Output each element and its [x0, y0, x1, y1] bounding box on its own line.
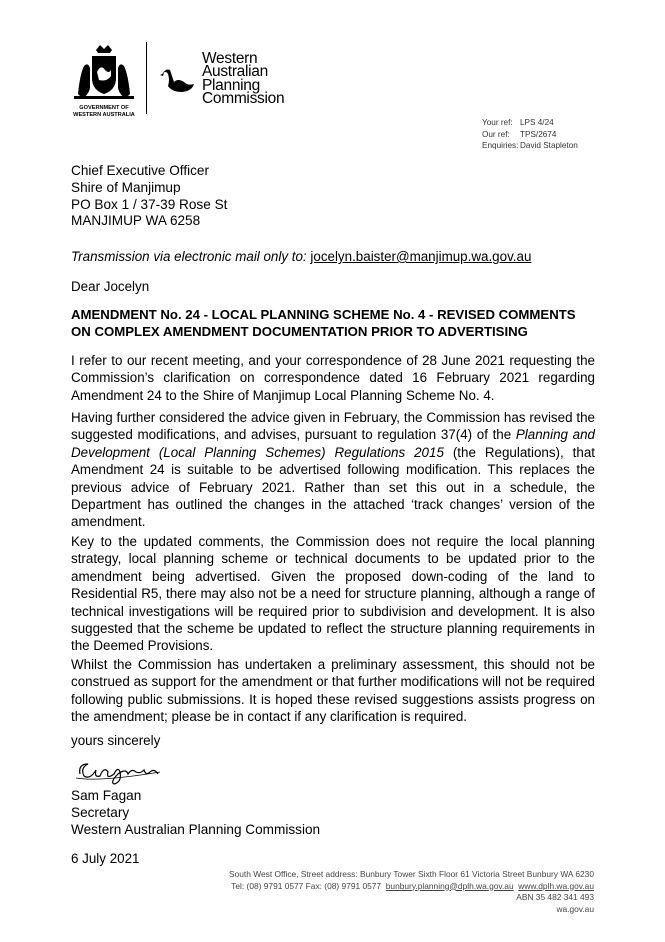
- footer-address: South West Office, Street address: Bunbury Tower Sixth Floor 61 Victoria Street Bunbury WA 6230: [229, 869, 594, 879]
- footer-tel-fax: Tel: (08) 9791 0577 Fax: (08) 9791 0577: [231, 880, 382, 891]
- wapc-line3: Planning: [202, 76, 260, 94]
- recipient-line: Shire of Manjimup: [71, 179, 181, 195]
- ref-value: TPS/2674: [520, 129, 557, 139]
- reference-block: [482, 117, 578, 152]
- para2-text-b: (the Regulations), that Amendment 24 is suitable to be advertised following modification. This replaces the previous advice of February 2021. Rather than set this out in a schedule, the Department has outlined the changes in the attached ‘track changes’ version of the amendment.: [71, 444, 595, 530]
- recipient-line: MANJIMUP WA 6258: [71, 213, 201, 229]
- signatory-organisation: Western Australian Planning Commission: [71, 821, 321, 837]
- footer-govsite: wa.gov.au: [556, 903, 594, 914]
- subject-line2: ON COMPLEX AMENDMENT DOCUMENTATION PRIOR TO ADVERTISING: [71, 324, 528, 339]
- subject-heading: [71, 306, 595, 340]
- transmission-prefix: Transmission via electronic mail only to:: [71, 249, 307, 264]
- swan-icon: [158, 60, 198, 100]
- gov-label-line2: WESTERN AUSTRALIA: [73, 112, 135, 118]
- ref-label: Your ref:: [482, 118, 513, 127]
- recipient-line: PO Box 1 / 37-39 Rose St: [71, 196, 228, 212]
- signature-image: [70, 752, 180, 788]
- ref-value: David Stapleton: [520, 141, 578, 151]
- regulations-title: Planning and Development (Local Planning Schemes) Regulations 2015: [71, 427, 595, 460]
- body-paragraph-4: Whilst the Commission has undertaken a preliminary assessment, this should not be construed as support for the amendment or that further modifications will not be required following public submissions. It is hoped these revised suggestions assists progress on the amendment; please be in contact if any clarification is required.: [71, 657, 595, 725]
- wapc-logo: [158, 60, 198, 100]
- recipient-address: [71, 163, 227, 230]
- footer: [134, 869, 594, 915]
- signatory-name: Sam Fagan: [71, 788, 142, 803]
- ref-label: Enquiries:: [482, 141, 519, 151]
- wapc-line4: Commission: [202, 90, 285, 108]
- footer-email-link[interactable]: bunbury.planning@dplh.wa.gov.au: [385, 880, 514, 891]
- body-paragraph-3: Key to the updated comments, the Commission does not require the local planning strategy, local planning scheme or technical documents to be updated prior to the amendment being advertised. Given the proposed down-coding of the land to Residential R5, there may also not be a need for structure planning, although a range of technical investigations will be required prior to subdivision and development. It is also suggested that the scheme be updated to reflect the structure planning requirements in the Deemed Provisions.: [71, 534, 595, 654]
- recipient-line: Chief Executive Officer: [71, 163, 210, 178]
- recipient-email-link[interactable]: jocelyn.baister@manjimup.wa.gov.au: [310, 249, 532, 264]
- subject-line1: AMENDMENT No. 24 - LOCAL PLANNING SCHEME No. 4 - REVISED COMMENTS: [71, 307, 576, 322]
- ref-row: [482, 140, 578, 152]
- ref-value: LPS 4/24: [520, 118, 554, 127]
- body-paragraph-2: [71, 409, 595, 531]
- signature-icon: [70, 752, 180, 788]
- para2-text-a: Having further considered the advice given in February, the Commission has revised the suggested modifications, and advises, pursuant to regulation 37(4) of the: [71, 410, 595, 443]
- transmission-line: [71, 248, 531, 265]
- header-divider: [146, 42, 147, 114]
- ref-label: Our ref:: [482, 129, 510, 139]
- signatory-block: [71, 788, 320, 838]
- government-crest: [70, 44, 138, 118]
- footer-abn: ABN 35 482 341 493: [516, 892, 594, 902]
- salutation: Dear Jocelyn: [71, 279, 150, 294]
- closing: yours sincerely: [71, 733, 161, 748]
- wapc-line1: Western: [202, 50, 258, 67]
- ref-row: [482, 129, 578, 141]
- footer-contact-line: [134, 881, 594, 893]
- ref-row: [482, 117, 578, 129]
- wapc-wordmark: [202, 52, 284, 106]
- crest-emblem-icon: [70, 44, 138, 100]
- wapc-line2: Australian: [202, 63, 268, 81]
- footer-website-link[interactable]: www.dplh.wa.gov.au: [518, 880, 594, 891]
- signatory-title: Secretary: [71, 804, 130, 820]
- body-paragraph-1: I refer to our recent meeting, and your correspondence of 28 June 2021 requesting the Commission’s clarification on correspondence dated 16 February 2021 regarding Amendment 24 to the Shire of Manjimup Local Planning Scheme No. 4.: [71, 353, 595, 403]
- letter-date: 6 July 2021: [71, 851, 140, 866]
- gov-label-line1: GOVERNMENT OF: [79, 105, 129, 111]
